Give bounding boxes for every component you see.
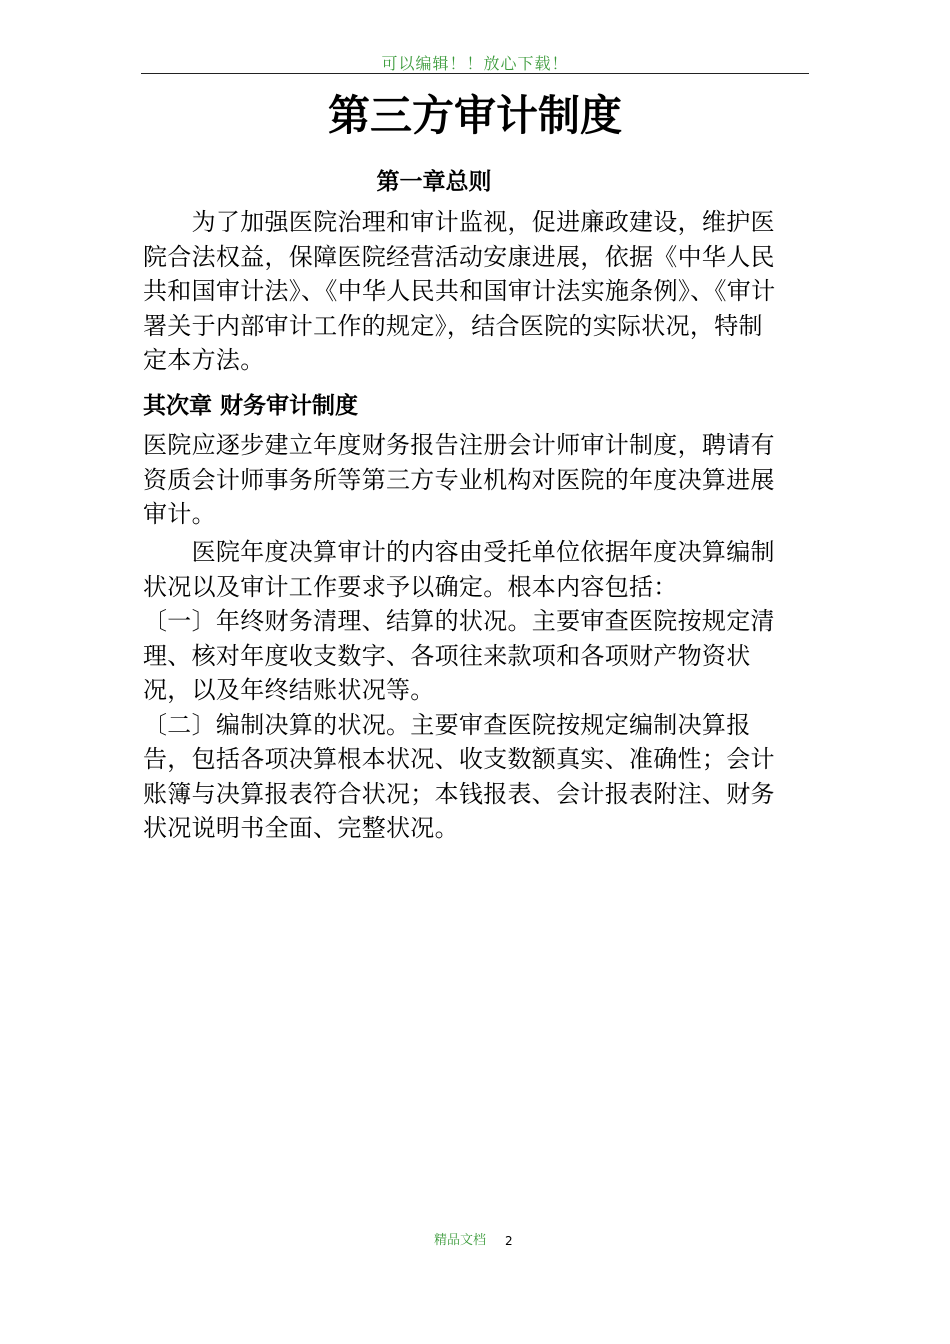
header-note: 可以编辑！！放心下载！ — [381, 54, 569, 73]
chapter-1-paragraph: 为了加强医院治理和审计监视，促进廉政建设，维护医院合法权益，保障医院经营活动安康进展，依据《中华人民共和国审计法》、《中华人民共和国审计法实施条例》、《审计署关于内部审计工作的规定》，结合医院的实际状况，特制定本方法。 — [143, 208, 776, 374]
header-divider — [141, 73, 809, 74]
chapter-2-paragraph-2: 医院年度决算审计的内容由受托单位依据年度决算编制状况以及审计工作要求予以确定。根本内容包括： 〔一〕年终财务清理、结算的状况。主要审查医院按规定清理、核对年度收支数字、各项往来款项和各项财产物资状况，以及年终结账状况等。 〔二〕编制决算的状况。主要审查医院按规定编制决算报告，包括各项决算根本状况、收支数额真实、准确性；会计账簿与决算报表符合状况；本钱报表、会计报表附注、财务状况说明书全面、完整状况。 — [143, 538, 775, 842]
chapter-1-heading: 第一章总则 — [376, 169, 492, 195]
page-title: 第三方审计制度 — [327, 91, 622, 140]
chapter-2-heading: 其次章 财务审计制度 — [143, 393, 359, 419]
chapter-2-paragraph-1: 医院应逐步建立年度财务报告注册会计师审计制度，聘请有资质会计师事务所等第三方专业机构对医院的年度决算进展审计。 — [143, 431, 775, 528]
page-number: 2 — [505, 1234, 513, 1248]
footer-label: 精品文档 — [434, 1233, 487, 1248]
